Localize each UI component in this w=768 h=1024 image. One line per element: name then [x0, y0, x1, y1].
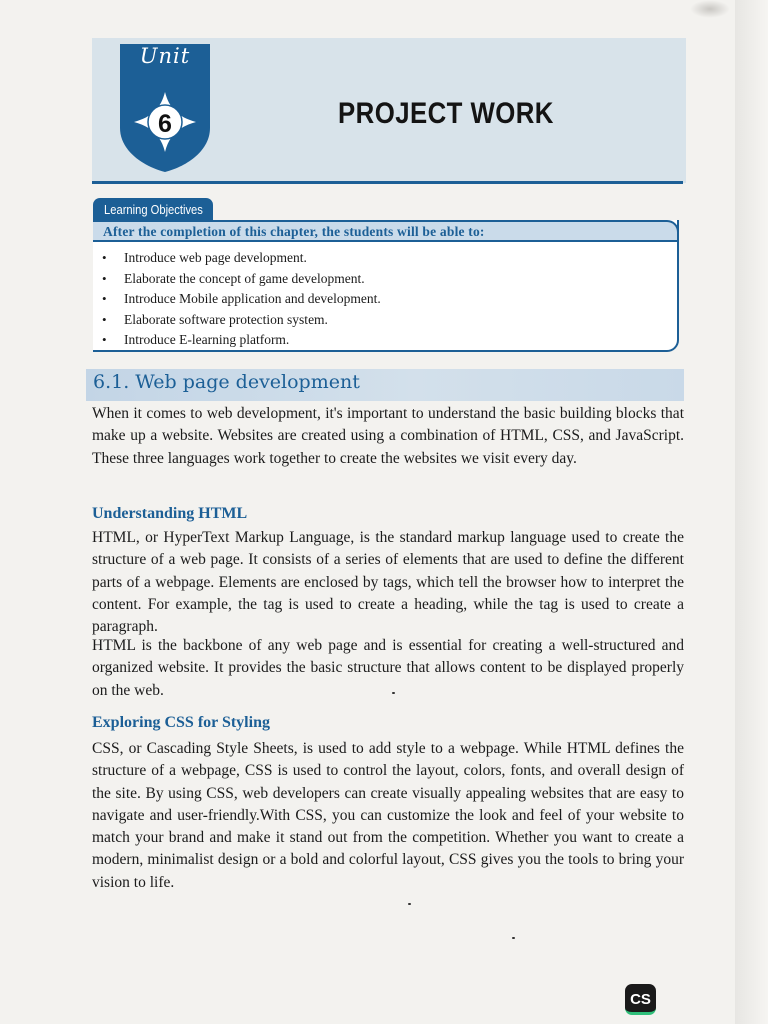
bullet-icon: •	[102, 311, 107, 327]
unit-number: 6	[158, 110, 172, 138]
bullet-icon: •	[102, 332, 107, 347]
html-paragraph: HTML is the backbone of any web page and is essential for creating a well-structured and organized website. It provides the basic structure that allows content to be displayed properly on the web.	[92, 637, 684, 699]
html-heading: Understanding HTML	[92, 505, 248, 522]
objective-text: Elaborate the concept of game development.	[124, 270, 365, 286]
scan-speck	[512, 937, 515, 939]
learning-objectives-tab-label: Learning Objectives	[103, 202, 203, 217]
page-edge	[735, 0, 768, 1024]
list-item	[100, 310, 381, 331]
learning-objectives-list	[100, 248, 381, 351]
learning-objectives-intro: After the completion of this chapter, the students will be able to:	[103, 224, 485, 239]
objective-text: Introduce web page development.	[124, 250, 307, 265]
html-paragraph: HTML, or HyperText Markup Language, is the standard markup language used to create the structure of a web page. It consists of a series of elements that are used to define the different parts of a webpage. Elements are enclosed by tags, which tell the browser how to interpret the content. For example, the tag is used to create a heading, while the tag is used to create a paragraph.	[92, 529, 684, 636]
objective-text: Introduce Mobile application and development.	[124, 291, 381, 306]
section-title: 6.1. Web page development	[93, 371, 360, 393]
scan-speck	[392, 692, 395, 694]
objective-text: Introduce E-learning platform.	[124, 332, 290, 347]
header-rule	[92, 181, 683, 184]
camscanner-logo: CS	[625, 984, 656, 1015]
css-paragraph: CSS, or Cascading Style Sheets, is used to add style to a webpage. While HTML defines the structure of a webpage, CSS is used to control the layout, colors, fonts, and overall design of the site. By using CSS, web developers can create visually appealing websites that are easy to navigate and user-friendly.With CSS, you can customize the look and feel of your website to match your brand and make it stand out from the competition. Whether you want to create a modern, minimalist design or a bold and colorful layout, CSS gives you the tools to bring your vision to life.	[92, 740, 684, 891]
list-item	[100, 289, 381, 310]
unit-label: Unit	[139, 44, 191, 68]
scan-speck	[408, 903, 411, 905]
bullet-icon: •	[102, 250, 107, 265]
list-item	[100, 330, 381, 351]
scan-shadow	[690, 0, 730, 18]
bullet-icon: •	[102, 291, 107, 306]
learning-objectives-tab	[93, 198, 213, 222]
list-item	[100, 248, 381, 269]
bullet-icon: •	[102, 270, 107, 286]
list-item	[100, 269, 381, 290]
chapter-title: PROJECT WORK	[338, 97, 554, 130]
intro-paragraph: When it comes to web development, it's important to understand the basic building blocks that make up a website. Websites are created using a combination of HTML, CSS, and JavaScript. These three languages work together to create the websites we visit every day.	[92, 405, 684, 467]
css-heading: Exploring CSS for Styling	[92, 714, 270, 731]
objective-text: Elaborate software protection system.	[124, 311, 328, 327]
